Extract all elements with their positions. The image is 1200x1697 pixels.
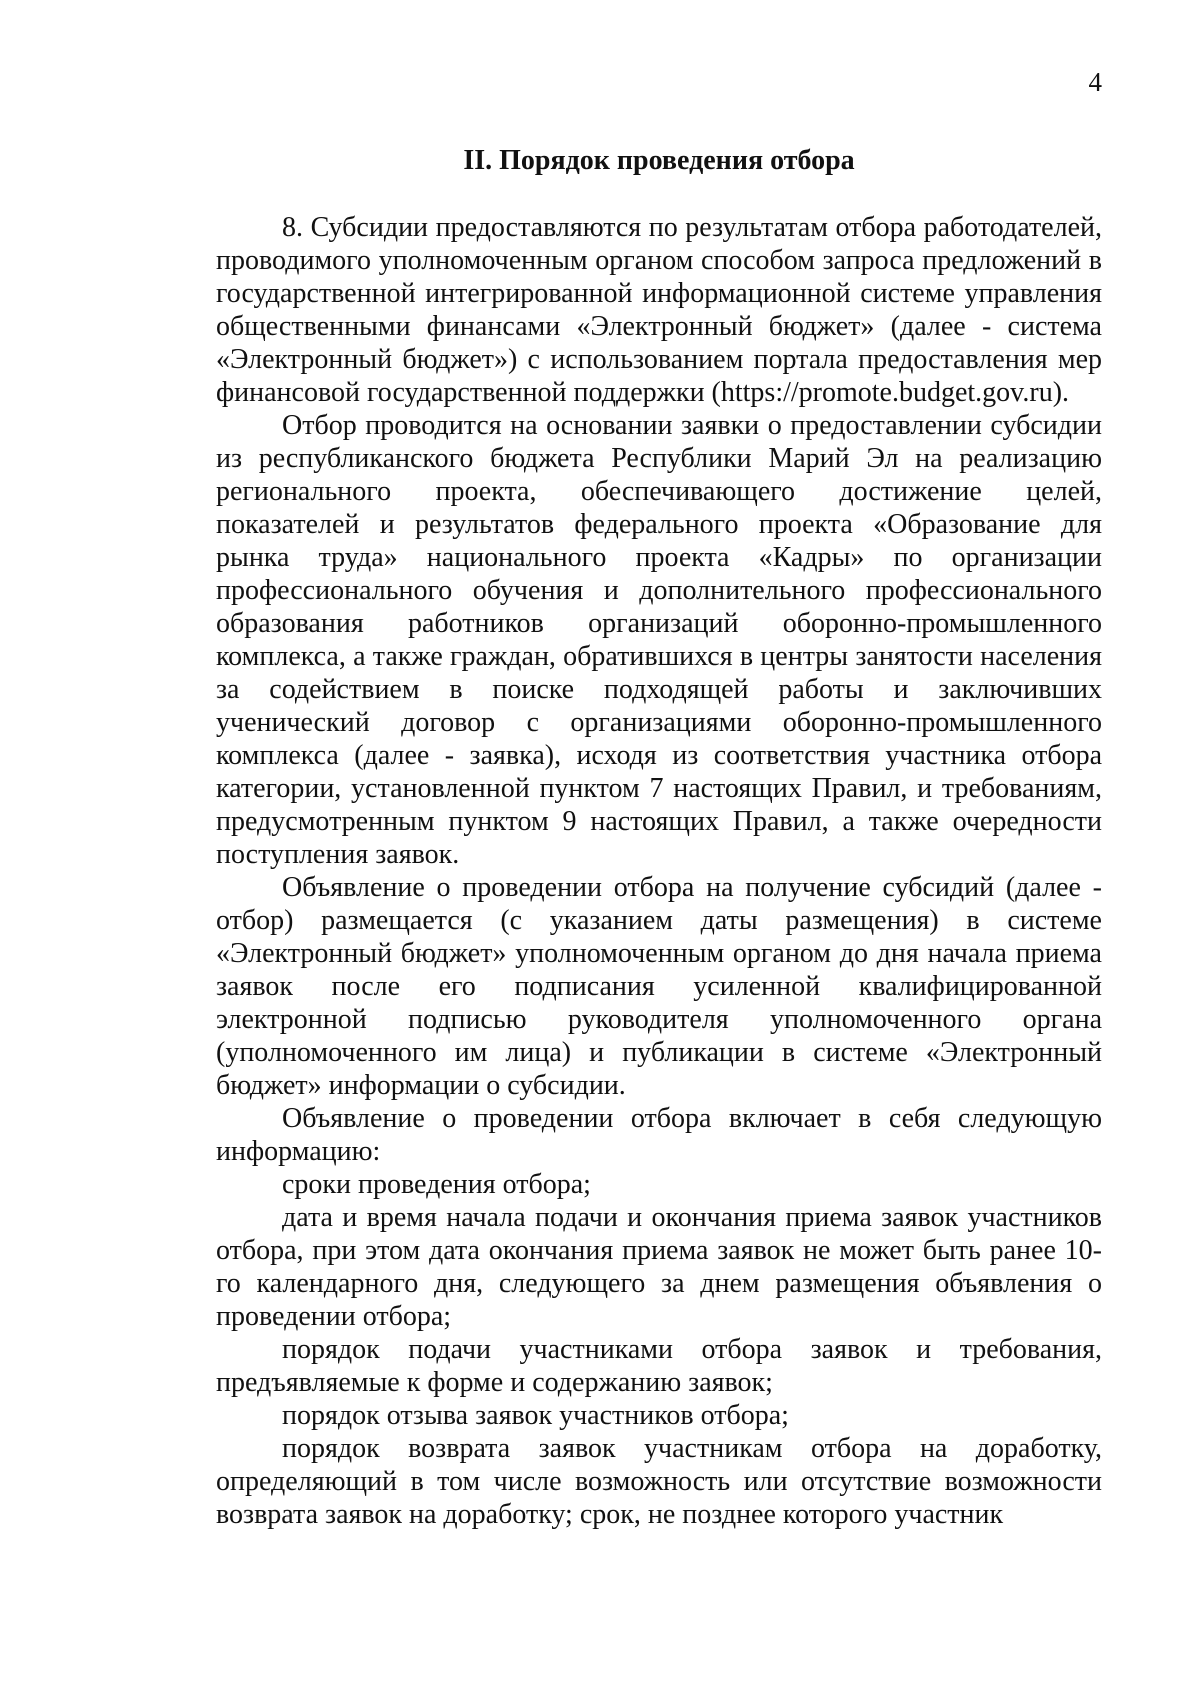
paragraph-selection-basis: Отбор проводится на основании заявки о предоставлении субсидии из республиканского бюджета Республики Марий Эл на реализацию регионального проекта, обеспечивающего достижение целей, показателей и результатов федерального проекта «Образование для рынка труда» национального проекта «Кадры» по организации профессионального обучения и дополнительного профессионального образования работников организаций оборонно-промышленного комплекса, а также граждан, обратившихся в центры занятости населения за содействием в поиске подходящей работы и заключивших ученический договор с организациями оборонно-промышленного комплекса (далее - заявка), исходя из соответствия участника отбора категории, установленной пунктом 7 настоящих Правил, и требованиям, предусмотренным пунктом 9 настоящих Правил, а также очередности поступления заявок. — [216, 410, 1102, 870]
list-item-submission-procedure: порядок подачи участниками отбора заявок и требования, предъявляемые к форме и содержанию заявок; — [216, 1334, 1102, 1398]
list-item-withdrawal-procedure: порядок отзыва заявок участников отбора; — [282, 1400, 789, 1431]
paragraph-announcement-placement: Объявление о проведении отбора на получение субсидий (далее - отбор) размещается (с указанием даты размещения) в системе «Электронный бюджет» уполномоченным органом до дня начала приема заявок после его подписания усиленной квалифицированной электронной подписью руководителя уполномоченного органа (уполномоченного им лица) и публикации в системе «Электронный бюджет» информации о субсидии. — [216, 872, 1102, 1101]
paragraph-clause-8: 8. Субсидии предоставляются по результатам отбора работодателей, проводимого уполномоченным органом способом запроса предложений в государственной интегрированной информационной системе управления общественными финансами «Электронный бюджет» (далее - система «Электронный бюджет») с использованием портала предоставления мер финансовой государственной поддержки (https://promote.budget.gov.ru). — [216, 212, 1102, 408]
section-title: II. Порядок проведения отбора — [463, 145, 855, 176]
list-item-selection-dates: сроки проведения отбора; — [282, 1169, 591, 1200]
paragraph-announcement-contents: Объявление о проведении отбора включает в себя следующую информацию: — [216, 1103, 1102, 1167]
body-text — [216, 211, 1102, 1531]
list-item-application-period: дата и время начала подачи и окончания приема заявок участников отбора, при этом дата окончания приема заявок не может быть ранее 10-го календарного дня, следующего за днем размещения объявления о проведении отбора; — [216, 1202, 1102, 1332]
list-item-return-procedure: порядок возврата заявок участникам отбора на доработку, определяющий в том числе возможность или отсутствие возможности возврата заявок на доработку; срок, не позднее которого участник — [216, 1433, 1102, 1530]
page-number: 4 — [1088, 67, 1102, 97]
